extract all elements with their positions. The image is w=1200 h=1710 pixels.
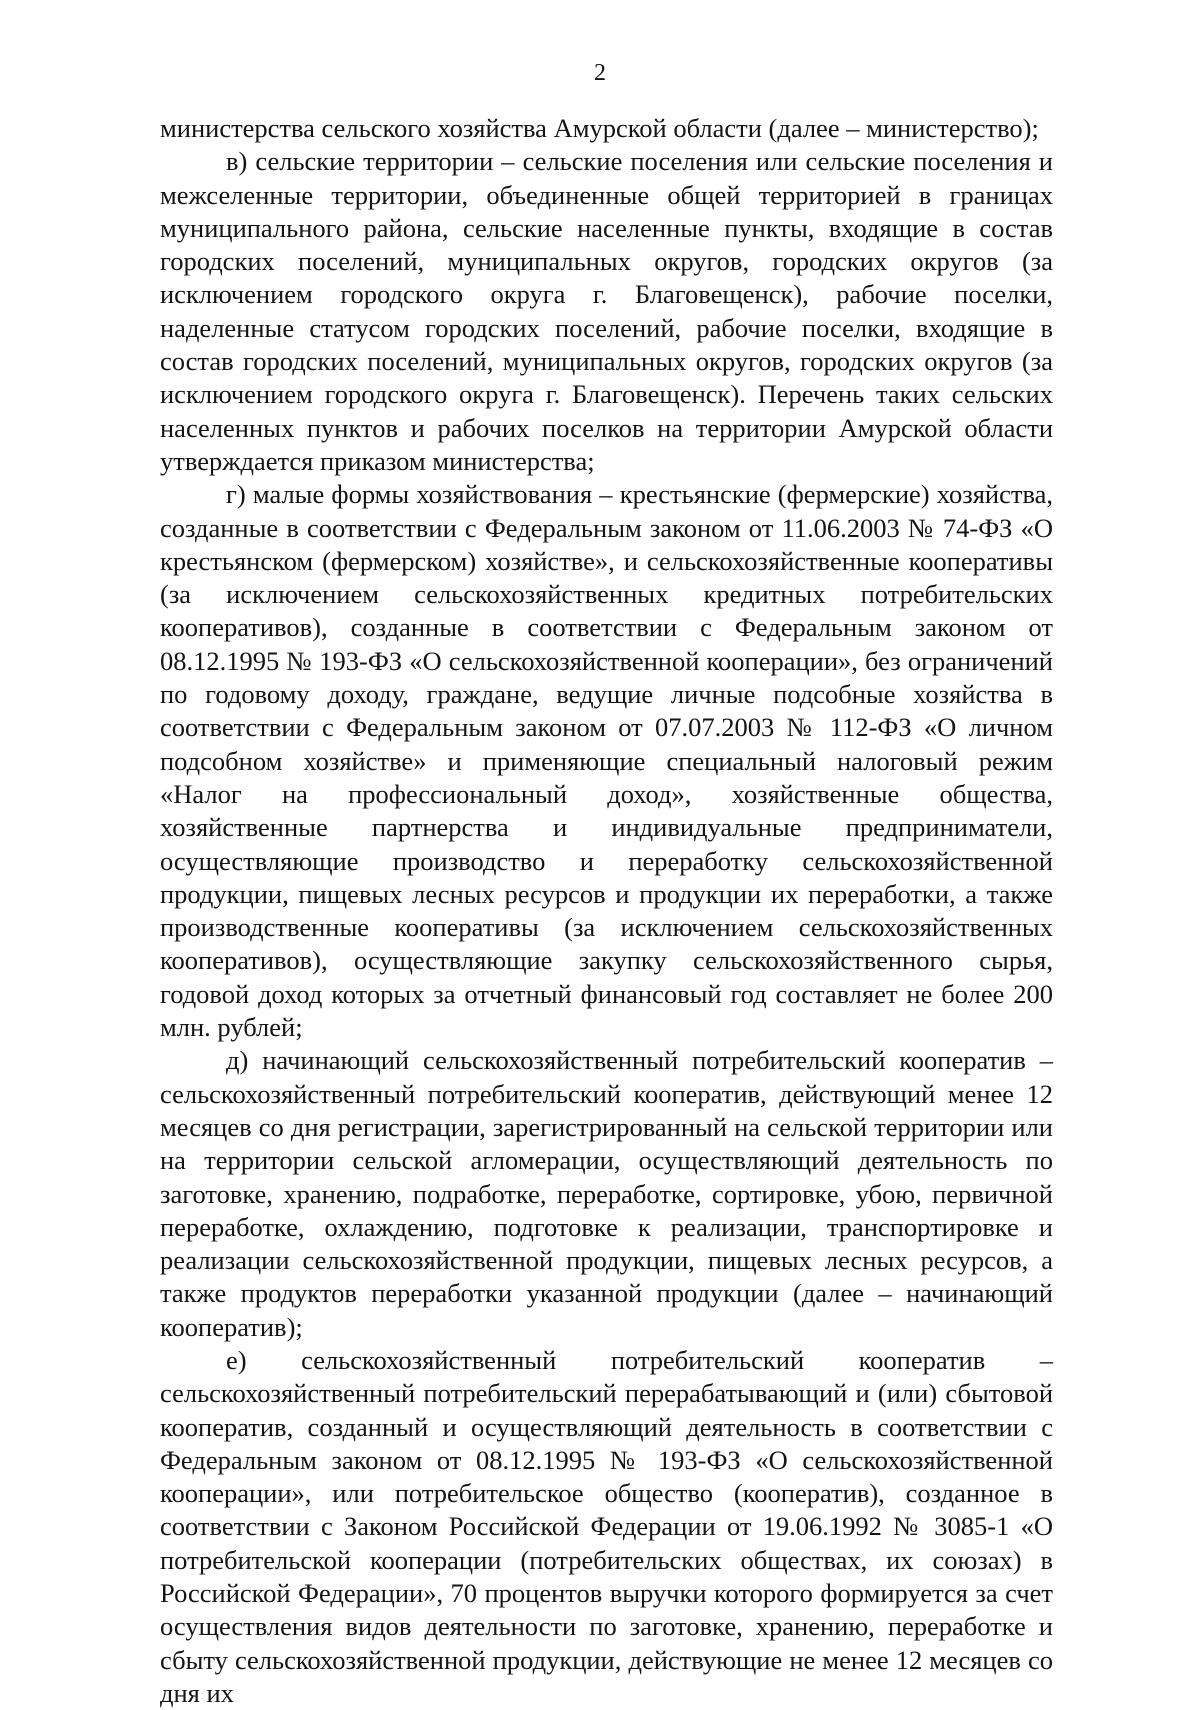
paragraph-g-small-business-forms: г) малые формы хозяйствования – крестьянские (фермерские) хозяйства, созданные в соответствии с Федеральным законом от 11.06.2003 № 74-ФЗ «О крестьянском (фермерском) хозяйстве», и сельскохозяйственные кооперативы (за исключением сельскохозяйственных кредитных потребительских кооперативов), созданные в соответствии с Федеральным законом от 08.12.1995 № 193-ФЗ «О сельскохозяйственной кооперации», без ограничений по годовому доходу, граждане, ведущие личные подсобные хозяйства в соответствии с Федеральным законом от 07.07.2003 № 112-ФЗ «О личном подсобном хозяйстве» и применяющие специальный налоговый режим «Налог на профессиональный доход», хозяйственные общества, хозяйственные партнерства и индивидуальные предприниматели, осуществляющие производство и переработку сельскохозяйственной продукции, пищевых лесных ресурсов и продукции их переработки, а также производственные кооперативы (за исключением сельскохозяйственных кооперативов), осуществляющие закупку сельскохозяйственного сырья, годовой доход которых за отчетный финансовый год составляет не более 200 млн. рублей; — [160, 479, 1053, 1043]
paragraph-continuation: министерства сельского хозяйства Амурской области (далее – министерство); — [160, 113, 1039, 143]
paragraph-d-starting-cooperative: д) начинающий сельскохозяйственный потребительский кооператив – сельскохозяйственный потребительский кооператив, действующий менее 12 месяцев со дня регистрации, зарегистрированный на сельской территории или на территории сельской агломерации, осуществляющий деятельность по заготовке, хранению, подработке, переработке, сортировке, убою, первичной переработке, охлаждению, подготовке к реализации, транспортировке и реализации сельскохозяйственной продукции, пищевых лесных ресурсов, а также продуктов переработки указанной продукции (далее – начинающий кооператив); — [160, 1045, 1053, 1342]
document-body — [160, 112, 1053, 1710]
paragraph-v-rural-territories: в) сельские территории – сельские поселения или сельские поселения и межселенные территории, объединенные общей территорией в границах муниципального района, сельские населенные пункты, входящие в состав городских поселений, муниципальных округов, городских округов (за исключением городского округа г. Благовещенск), рабочие поселки, наделенные статусом городских поселений, рабочие поселки, входящие в состав городских поселений, муниципальных округов, городских округов (за исключением городского округа г. Благовещенск). Перечень таких сельских населенных пунктов и рабочих поселков на территории Амурской области утверждается приказом министерства; — [160, 146, 1053, 476]
page-number: 2 — [594, 60, 606, 86]
paragraph-e-consumer-cooperative: е) сельскохозяйственный потребительский кооператив – сельскохозяйственный потребительский перерабатывающий и (или) сбытовой кооператив, созданный и осуществляющий деятельность в соответствии с Федеральным законом от 08.12.1995 № 193-ФЗ «О сельскохозяйственной кооперации», или потребительское общество (кооператив), созданное в соответствии с Законом Российской Федерации от 19.06.1992 № 3085-1 «О потребительской кооперации (потребительских обществах, их союзах) в Российской Федерации», 70 процентов выручки которого формируется за счет осуществления видов деятельности по заготовке, хранению, переработке и сбыту сельскохозяйственной продукции, действующие не менее 12 месяцев со дня их — [160, 1344, 1053, 1708]
